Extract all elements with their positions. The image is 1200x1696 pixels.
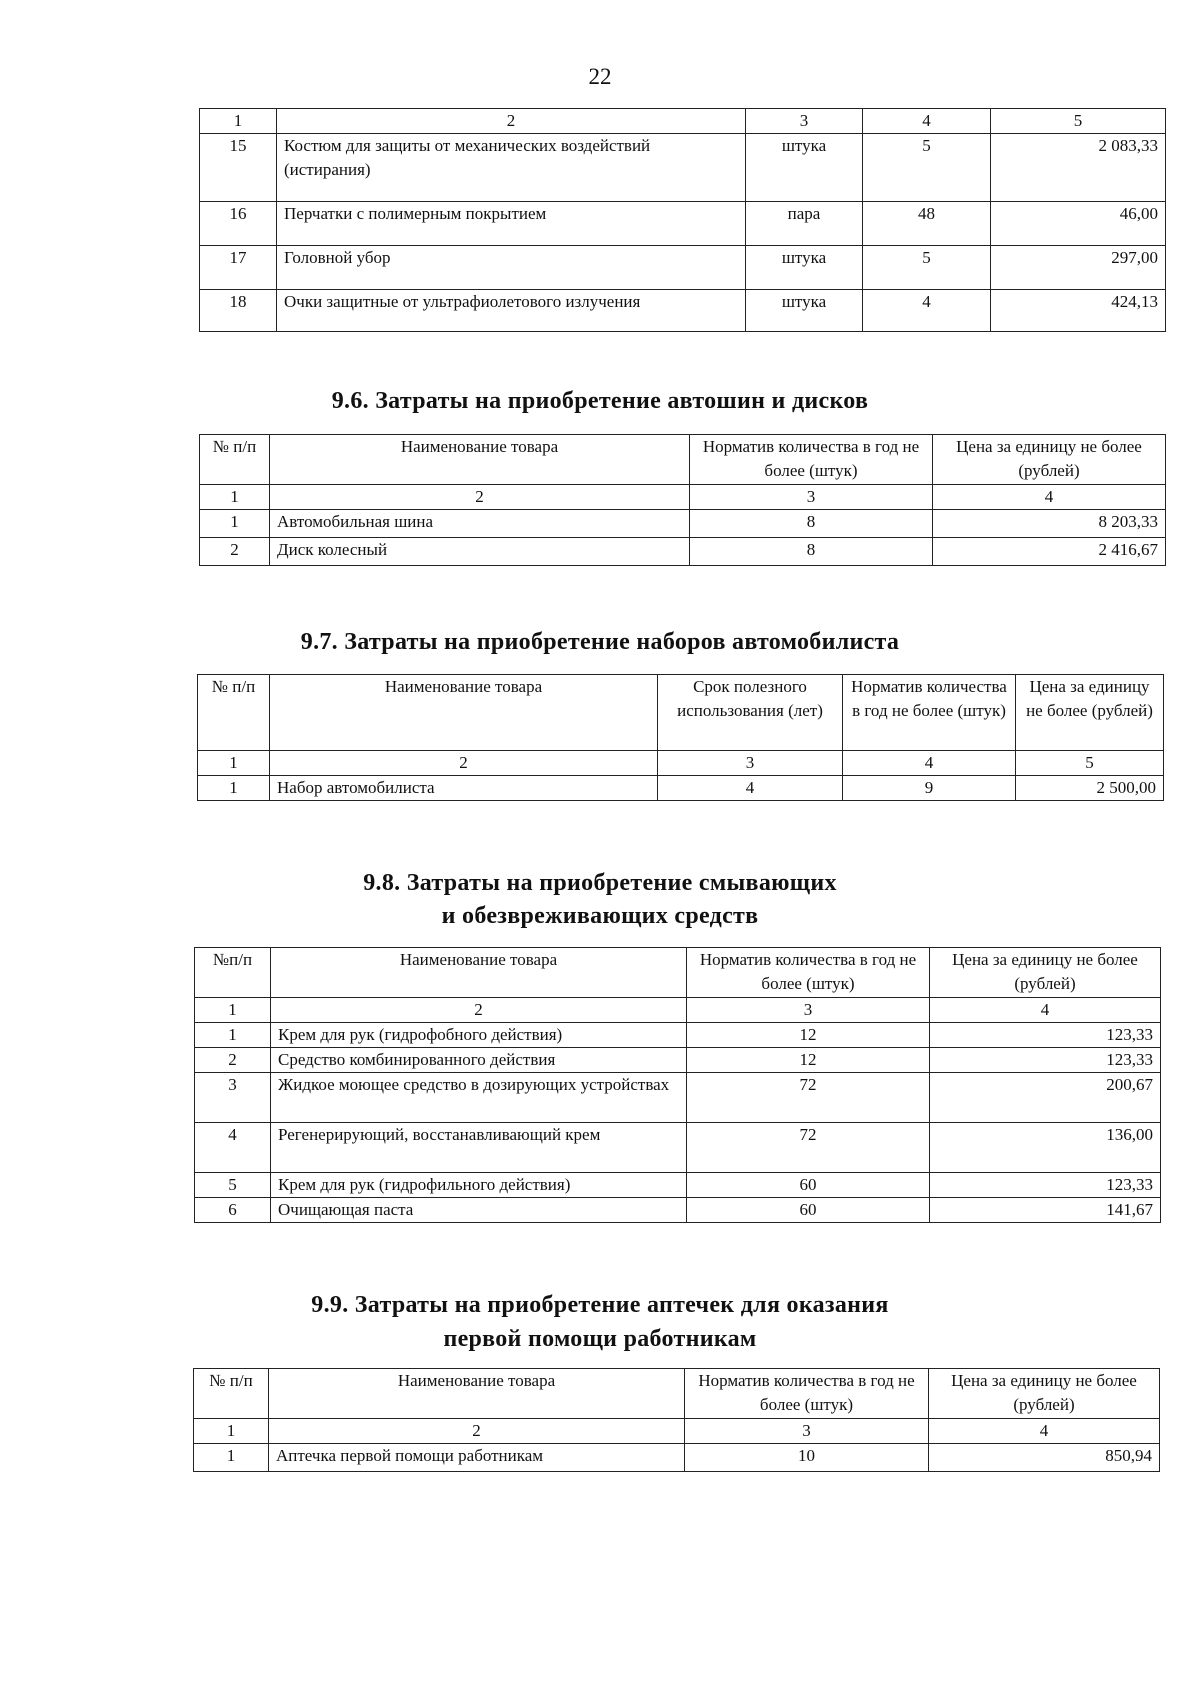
table-column-numbers (195, 998, 1161, 1023)
item-unit: пара (746, 202, 863, 246)
row-number: 16 (200, 202, 277, 246)
item-price: 424,13 (991, 290, 1166, 332)
item-name: Перчатки с полимерным покрытием (277, 202, 746, 246)
col-number: 4 (930, 998, 1161, 1023)
col-number: 2 (270, 751, 658, 776)
item-quantity: 10 (685, 1444, 929, 1472)
header-cell: Цена за единицу не более (рублей) (929, 1369, 1160, 1419)
item-price: 141,67 (930, 1198, 1161, 1223)
item-quantity: 60 (687, 1173, 930, 1198)
row-number: 1 (195, 1023, 271, 1048)
row-number: 1 (200, 510, 270, 538)
table-row (198, 776, 1164, 801)
section-title: первой помощи работникам (443, 1326, 757, 1352)
col-number: 4 (863, 109, 991, 134)
table-column-numbers (200, 485, 1166, 510)
item-unit: штука (746, 246, 863, 290)
table-row (200, 134, 1166, 202)
row-number: 5 (195, 1173, 271, 1198)
table-row (195, 1123, 1161, 1173)
table-row (195, 1198, 1161, 1223)
table-row (195, 1073, 1161, 1123)
row-number: 15 (200, 134, 277, 202)
item-name: Средство комбинированного действия (271, 1048, 687, 1073)
table-row (195, 1048, 1161, 1073)
table-row (200, 290, 1166, 332)
table-cleaning-agents (194, 947, 1161, 1223)
col-number: 5 (1016, 751, 1164, 776)
table-column-numbers (194, 1419, 1160, 1444)
col-number: 3 (658, 751, 843, 776)
row-number: 6 (195, 1198, 271, 1223)
col-number: 2 (269, 1419, 685, 1444)
header-cell: Норматив количества в год не более (штук) (843, 675, 1016, 751)
item-name: Костюм для защиты от механических воздействий (истирания) (277, 134, 746, 202)
header-cell: Наименование товара (269, 1369, 685, 1419)
item-quantity: 4 (863, 290, 991, 332)
table-header (198, 675, 1164, 751)
item-quantity: 48 (863, 202, 991, 246)
item-quantity: 12 (687, 1023, 930, 1048)
item-price: 123,33 (930, 1023, 1161, 1048)
row-number: 1 (194, 1444, 269, 1472)
item-name: Очки защитные от ультрафиолетового излучения (277, 290, 746, 332)
col-number: 1 (200, 485, 270, 510)
header-cell: Наименование товара (270, 435, 690, 485)
table-tires-disks (199, 434, 1166, 566)
col-number: 2 (270, 485, 690, 510)
header-cell: №п/п (195, 948, 271, 998)
table-top (199, 108, 1166, 332)
table-row (200, 538, 1166, 566)
table-row (195, 1173, 1161, 1198)
header-cell: Цена за единицу не более (рублей) (930, 948, 1161, 998)
table-row (200, 510, 1166, 538)
item-price: 8 203,33 (933, 510, 1166, 538)
item-unit: штука (746, 290, 863, 332)
col-number: 1 (194, 1419, 269, 1444)
item-price: 136,00 (930, 1123, 1161, 1173)
row-number: 3 (195, 1073, 271, 1123)
table-row (195, 1023, 1161, 1048)
item-quantity: 9 (843, 776, 1016, 801)
col-number: 3 (746, 109, 863, 134)
item-price: 850,94 (929, 1444, 1160, 1472)
item-name: Аптечка первой помощи работникам (269, 1444, 685, 1472)
col-number: 3 (687, 998, 930, 1023)
item-quantity: 72 (687, 1123, 930, 1173)
header-cell: Норматив количества в год не более (штук) (685, 1369, 929, 1419)
row-number: 2 (195, 1048, 271, 1073)
item-name: Крем для рук (гидрофильного действия) (271, 1173, 687, 1198)
header-cell: Цена за единицу не более (рублей) (1016, 675, 1164, 751)
header-cell: Норматив количества в год не более (штук) (690, 435, 933, 485)
item-quantity: 8 (690, 510, 933, 538)
item-price: 2 416,67 (933, 538, 1166, 566)
item-price: 2 500,00 (1016, 776, 1164, 801)
table-row (200, 202, 1166, 246)
item-term: 4 (658, 776, 843, 801)
item-quantity: 5 (863, 246, 991, 290)
item-price: 2 083,33 (991, 134, 1166, 202)
table-first-aid-kits (193, 1368, 1160, 1472)
section-title: и обезвреживающих средств (441, 903, 759, 929)
col-number: 1 (200, 109, 277, 134)
item-price: 46,00 (991, 202, 1166, 246)
table-header (200, 435, 1166, 485)
col-number: 2 (277, 109, 746, 134)
row-number: 2 (200, 538, 270, 566)
item-name: Автомобильная шина (270, 510, 690, 538)
col-number: 5 (991, 109, 1166, 134)
header-cell: № п/п (200, 435, 270, 485)
item-name: Головной убор (277, 246, 746, 290)
page-number: 22 (588, 64, 612, 89)
item-name: Крем для рук (гидрофобного действия) (271, 1023, 687, 1048)
section-title: 9.8. Затраты на приобретение смывающих (363, 870, 837, 896)
header-cell: Наименование товара (270, 675, 658, 751)
header-cell: Цена за единицу не более (рублей) (933, 435, 1166, 485)
col-number: 4 (933, 485, 1166, 510)
col-number: 3 (685, 1419, 929, 1444)
item-unit: штука (746, 134, 863, 202)
row-number: 4 (195, 1123, 271, 1173)
item-quantity: 12 (687, 1048, 930, 1073)
table-car-kits (197, 674, 1164, 801)
item-name: Регенерирующий, восстанавливающий крем (271, 1123, 687, 1173)
row-number: 18 (200, 290, 277, 332)
section-title: 9.7. Затраты на приобретение наборов автомобилиста (300, 629, 900, 655)
header-cell: Норматив количества в год не более (штук) (687, 948, 930, 998)
item-price: 200,67 (930, 1073, 1161, 1123)
col-number: 2 (271, 998, 687, 1023)
table-row (194, 1444, 1160, 1472)
item-quantity: 8 (690, 538, 933, 566)
col-number: 1 (195, 998, 271, 1023)
section-title: 9.6. Затраты на приобретение автошин и дисков (331, 388, 869, 414)
item-price: 297,00 (991, 246, 1166, 290)
col-number: 4 (929, 1419, 1160, 1444)
col-number: 4 (843, 751, 1016, 776)
col-number: 3 (690, 485, 933, 510)
item-quantity: 60 (687, 1198, 930, 1223)
header-cell: Наименование товара (271, 948, 687, 998)
item-quantity: 72 (687, 1073, 930, 1123)
table-column-numbers (200, 109, 1166, 134)
item-name: Очищающая паста (271, 1198, 687, 1223)
section-title: 9.9. Затраты на приобретение аптечек для оказания (311, 1292, 889, 1318)
item-name: Набор автомобилиста (270, 776, 658, 801)
header-cell: № п/п (198, 675, 270, 751)
item-name: Жидкое моющее средство в дозирующих устройствах (271, 1073, 687, 1123)
item-quantity: 5 (863, 134, 991, 202)
row-number: 17 (200, 246, 277, 290)
table-header (194, 1369, 1160, 1419)
item-name: Диск колесный (270, 538, 690, 566)
header-cell: Срок полезного использования (лет) (658, 675, 843, 751)
row-number: 1 (198, 776, 270, 801)
header-cell: № п/п (194, 1369, 269, 1419)
item-price: 123,33 (930, 1048, 1161, 1073)
table-column-numbers (198, 751, 1164, 776)
col-number: 1 (198, 751, 270, 776)
item-price: 123,33 (930, 1173, 1161, 1198)
table-header (195, 948, 1161, 998)
table-row (200, 246, 1166, 290)
